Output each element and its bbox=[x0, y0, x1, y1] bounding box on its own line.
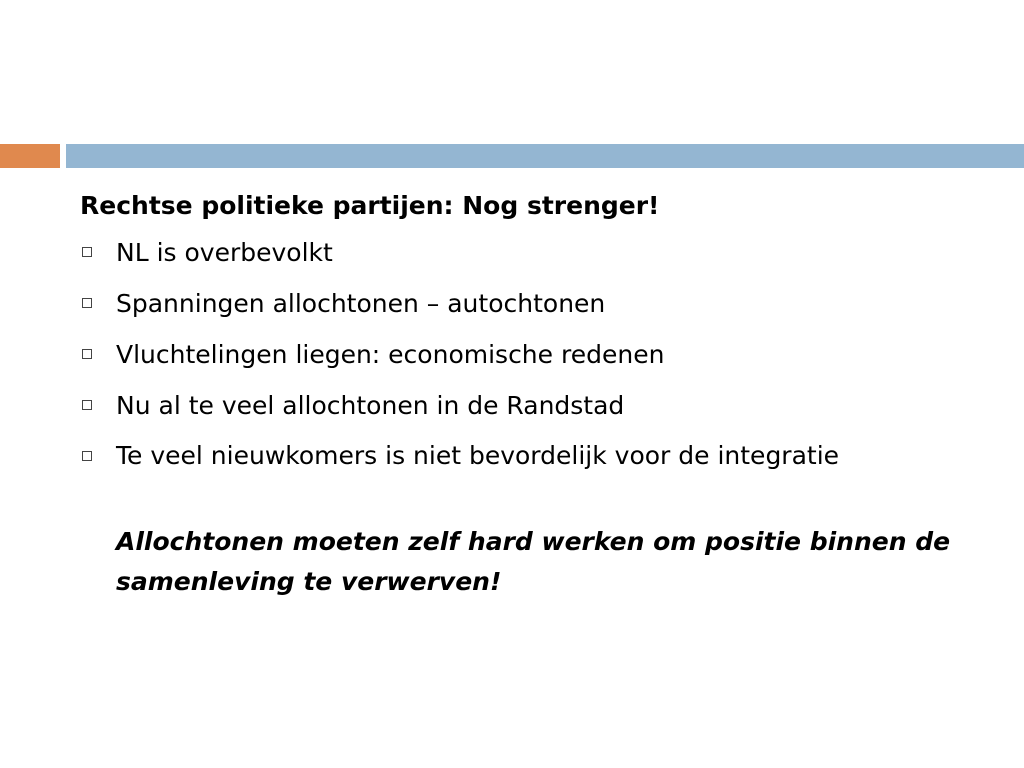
accent-bar-blue bbox=[66, 144, 1024, 168]
bullet-text: NL is overbevolkt bbox=[116, 238, 333, 267]
bullet-item bbox=[80, 436, 980, 476]
checkbox-square-icon bbox=[82, 400, 92, 410]
accent-bar-orange bbox=[0, 144, 60, 168]
checkbox-square-icon bbox=[82, 247, 92, 257]
bullet-list bbox=[80, 232, 980, 476]
bullet-text: Vluchtelingen liegen: economische redenen bbox=[116, 340, 665, 369]
checkbox-square-icon bbox=[82, 298, 92, 308]
bullet-item bbox=[80, 232, 980, 274]
checkbox-square-icon bbox=[82, 349, 92, 359]
bullet-text: Spanningen allochtonen – autochtonen bbox=[116, 289, 606, 318]
slide-content bbox=[80, 186, 980, 602]
bullet-item bbox=[80, 385, 980, 427]
bullet-item bbox=[80, 283, 980, 325]
slide-conclusion: Allochtonen moeten zelf hard werken om positie binnen de samenleving te verwerven! bbox=[116, 527, 951, 596]
slide-heading: Rechtse politieke partijen: Nog strenger! bbox=[80, 191, 660, 220]
checkbox-square-icon bbox=[82, 451, 92, 461]
bullet-item bbox=[80, 334, 980, 376]
bullet-text: Te veel nieuwkomers is niet bevordelijk voor de integratie bbox=[116, 441, 840, 470]
bullet-text: Nu al te veel allochtonen in de Randstad bbox=[116, 391, 625, 420]
